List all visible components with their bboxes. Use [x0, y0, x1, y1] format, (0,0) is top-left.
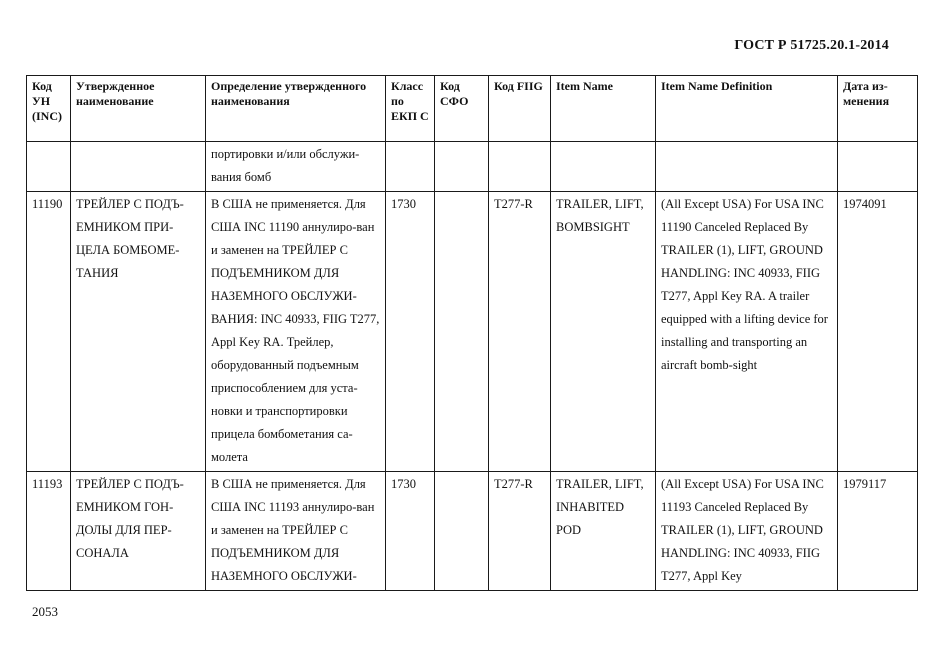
date-cell: 1979117	[838, 472, 918, 591]
sfo-cell	[435, 192, 489, 472]
col-header-sfo: Код СФО	[435, 76, 489, 142]
col-header-item-name: Item Name	[551, 76, 656, 142]
table-row	[27, 472, 918, 591]
definition-cell: В США не применяется. Для США INC 11190 аннулиро-ван и заменен на ТРЕЙЛЕР С ПОДЪЕМНИКОМ ДЛЯ НАЗЕМНОГО ОБСЛУЖИ-ВАНИЯ: INC 40933, FIIG T277, Appl Key RA. Трейлер, оборудованный подъемным приспособлением для уста-новки и транспортировки прицела бомбометания са-молета	[206, 192, 386, 472]
table-row	[27, 192, 918, 472]
col-header-item-definition: Item Name Definition	[656, 76, 838, 142]
col-header-inc: Код УН (INC)	[27, 76, 71, 142]
item-name-cell: TRAILER, LIFT, INHABITED POD	[551, 472, 656, 591]
inc-table	[26, 75, 918, 591]
approved-name-cell: ТРЕЙЛЕР С ПОДЪ-ЕМНИКОМ ПРИ-ЦЕЛА БОМБОМЕ-ТАНИЯ	[71, 192, 206, 472]
fiig-cell: T277-R	[489, 472, 551, 591]
class-cell: 1730	[386, 472, 435, 591]
col-header-class: Класс по ЕКП С	[386, 76, 435, 142]
col-header-definition: Определение утвержденного наименования	[206, 76, 386, 142]
col-header-fiig: Код FIIG	[489, 76, 551, 142]
col-header-date: Дата из-менения	[838, 76, 918, 142]
page-number: 2053	[32, 604, 58, 619]
definition-cell: портировки и/или обслужи-вания бомб	[206, 142, 386, 192]
inc-cell: 11193	[27, 472, 71, 591]
class-cell: 1730	[386, 192, 435, 472]
inc-cell: 11190	[27, 192, 71, 472]
date-cell: 1974091	[838, 192, 918, 472]
approved-name-cell: ТРЕЙЛЕР С ПОДЪ-ЕМНИКОМ ГОН-ДОЛЫ ДЛЯ ПЕР-СОНАЛА	[71, 472, 206, 591]
sfo-cell	[435, 472, 489, 591]
table-header-row	[27, 76, 918, 142]
fiig-cell: T277-R	[489, 192, 551, 472]
item-name-cell: TRAILER, LIFT, BOMBSIGHT	[551, 192, 656, 472]
definition-cell: В США не применяется. Для США INC 11193 аннулиро-ван и заменен на ТРЕЙЛЕР С ПОДЪЕМНИКОМ ДЛЯ НАЗЕМНОГО ОБСЛУЖИ-	[206, 472, 386, 591]
item-definition-cell: (All Except USA) For USA INC 11193 Canceled Replaced By TRAILER (1), LIFT, GROUND HANDLING: INC 40933, FIIG T277, Appl Key	[656, 472, 838, 591]
document-id: ГОСТ Р 51725.20.1-2014	[734, 38, 889, 53]
table-row-continuation	[27, 142, 918, 192]
item-definition-cell: (All Except USA) For USA INC 11190 Canceled Replaced By TRAILER (1), LIFT, GROUND HANDLING: INC 40933, FIIG T277, Appl Key RA. A trailer equipped with a lifting device for installing and transporting an aircraft bomb-sight	[656, 192, 838, 472]
col-header-approved-name: Утвержденное наименование	[71, 76, 206, 142]
